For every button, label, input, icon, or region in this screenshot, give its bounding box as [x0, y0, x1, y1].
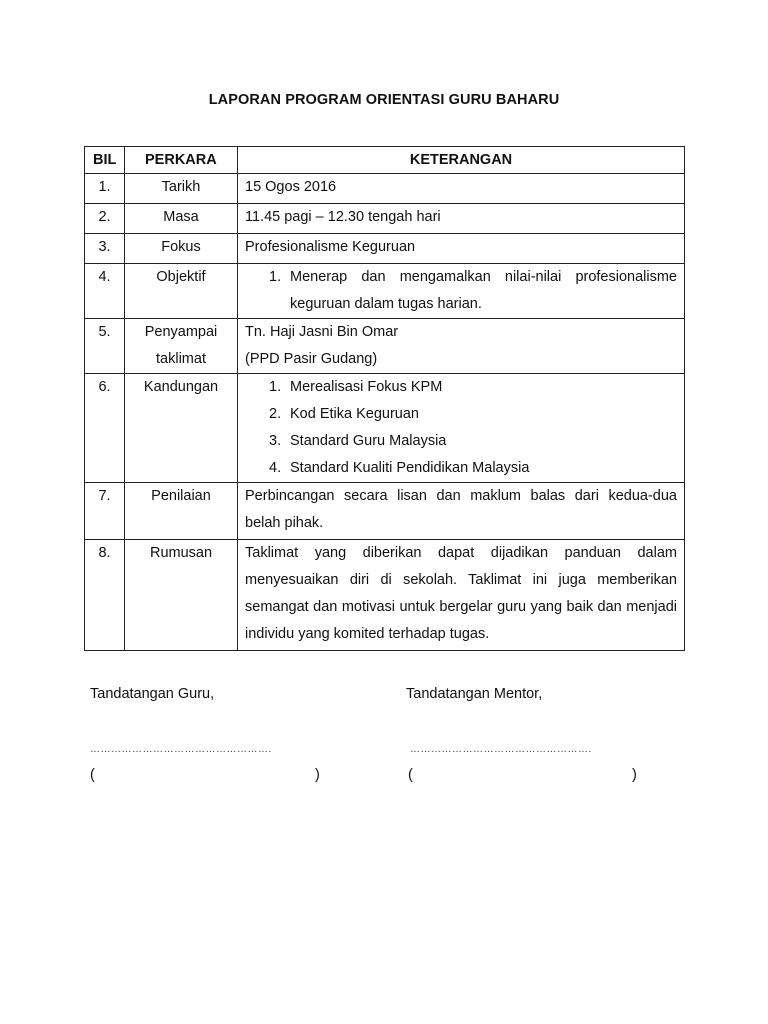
- mentor-name-open-paren: (: [408, 767, 413, 783]
- table-row: [85, 174, 685, 204]
- list-item-number: 4.: [269, 460, 282, 476]
- keterangan-list: [245, 264, 677, 318]
- table-header-row: [85, 147, 685, 174]
- row-bil: 2.: [98, 209, 111, 225]
- row-bil-cell: [85, 234, 125, 264]
- table-row: [85, 319, 685, 374]
- row-perkara-cell: [125, 174, 238, 204]
- list-item: [269, 455, 677, 482]
- row-keterangan-cell: [238, 234, 685, 264]
- list-item-text: Standard Guru Malaysia: [290, 433, 447, 449]
- row-bil-cell: [85, 374, 125, 483]
- list-item-number: 2.: [269, 406, 282, 422]
- row-perkara-cell: [125, 483, 238, 540]
- table-row: [85, 483, 685, 540]
- row-perkara: Tarikh: [161, 179, 201, 195]
- guru-name-open-paren: (: [90, 767, 95, 783]
- list-item: [269, 401, 677, 428]
- list-item-number: 1.: [269, 379, 282, 395]
- list-item-text: Kod Etika Keguruan: [290, 406, 419, 422]
- header-perkara: PERKARA: [125, 147, 238, 174]
- list-item: [269, 428, 677, 455]
- row-perkara: Rumusan: [149, 545, 213, 561]
- row-keterangan: Profesionalisme Keguruan: [245, 239, 416, 255]
- list-item: [269, 374, 677, 401]
- keterangan-list: [245, 374, 677, 482]
- row-bil: 8.: [98, 545, 111, 561]
- row-perkara-cell: [125, 204, 238, 234]
- row-perkara: Kandungan: [143, 379, 219, 395]
- row-perkara: Penilaian: [151, 488, 211, 504]
- row-bil-cell: [85, 483, 125, 540]
- table-row: [85, 540, 685, 651]
- row-perkara: Masa: [163, 209, 199, 225]
- list-item-text: Standard Kualiti Pendidikan Malaysia: [290, 460, 530, 476]
- row-keterangan-cell: [238, 540, 685, 651]
- row-perkara-cell: [125, 234, 238, 264]
- row-keterangan: 15 Ogos 2016: [245, 179, 337, 195]
- list-item-text: Menerap dan mengamalkan nilai-nilai profesionalisme keguruan dalam tugas harian.: [290, 269, 677, 312]
- list-item-text: Merealisasi Fokus KPM: [290, 379, 443, 395]
- row-keterangan: Taklimat yang diberikan dapat dijadikan panduan dalam menyesuaikan diri di sekolah. Taklimat ini juga memberikan semangat dan motivasi untuk bergelar guru yang baik dan menjadi individu yang komited terhadap tugas.: [245, 545, 677, 642]
- signature-guru-line: …………………………………………….: [90, 744, 272, 755]
- row-bil: 1.: [98, 179, 111, 195]
- row-bil: 4.: [98, 269, 111, 285]
- header-bil: BIL: [85, 147, 125, 174]
- header-keterangan: KETERANGAN: [238, 147, 685, 174]
- row-keterangan: 11.45 pagi – 12.30 tengah hari: [245, 209, 441, 225]
- row-keterangan-line: Tn. Haji Jasni Bin Omar: [245, 324, 399, 340]
- page-title: LAPORAN PROGRAM ORIENTASI GURU BAHARU: [208, 92, 560, 108]
- row-keterangan-line: (PPD Pasir Gudang): [245, 351, 378, 367]
- row-keterangan-cell: [238, 264, 685, 319]
- row-perkara-cell: [125, 319, 238, 374]
- row-perkara-cell: [125, 374, 238, 483]
- signature-mentor-label: Tandatangan Mentor,: [406, 686, 543, 702]
- row-bil-cell: [85, 204, 125, 234]
- signature-guru-label: Tandatangan Guru,: [90, 686, 215, 702]
- row-bil-cell: [85, 540, 125, 651]
- row-bil-cell: [85, 319, 125, 374]
- row-bil: 6.: [98, 379, 111, 395]
- row-keterangan-cell: [238, 374, 685, 483]
- row-keterangan-cell: [238, 483, 685, 540]
- row-keterangan: Perbincangan secara lisan dan maklum balas dari kedua-dua belah pihak.: [245, 488, 677, 531]
- list-item: [269, 264, 677, 318]
- table-row: [85, 264, 685, 319]
- table-row: [85, 374, 685, 483]
- row-keterangan-cell: [238, 204, 685, 234]
- list-item-number: 3.: [269, 433, 282, 449]
- row-bil: 7.: [98, 488, 111, 504]
- row-perkara: Penyampai: [144, 324, 218, 340]
- row-bil-cell: [85, 174, 125, 204]
- list-item-number: 1.: [269, 269, 282, 285]
- row-keterangan-cell: [238, 174, 685, 204]
- report-table: [84, 146, 685, 651]
- table-row: [85, 204, 685, 234]
- row-perkara: taklimat: [156, 351, 206, 367]
- row-perkara-cell: [125, 264, 238, 319]
- row-keterangan-cell: [238, 319, 685, 374]
- row-bil-cell: [85, 264, 125, 319]
- row-perkara-cell: [125, 540, 238, 651]
- table-row: [85, 234, 685, 264]
- guru-name-close-paren: ): [315, 767, 320, 783]
- mentor-name-close-paren: ): [632, 767, 637, 783]
- row-perkara: Fokus: [161, 239, 201, 255]
- row-bil: 5.: [98, 324, 111, 340]
- row-perkara: Objektif: [156, 269, 206, 285]
- signature-mentor-line: …………………………………………….: [410, 744, 592, 755]
- row-bil: 3.: [98, 239, 111, 255]
